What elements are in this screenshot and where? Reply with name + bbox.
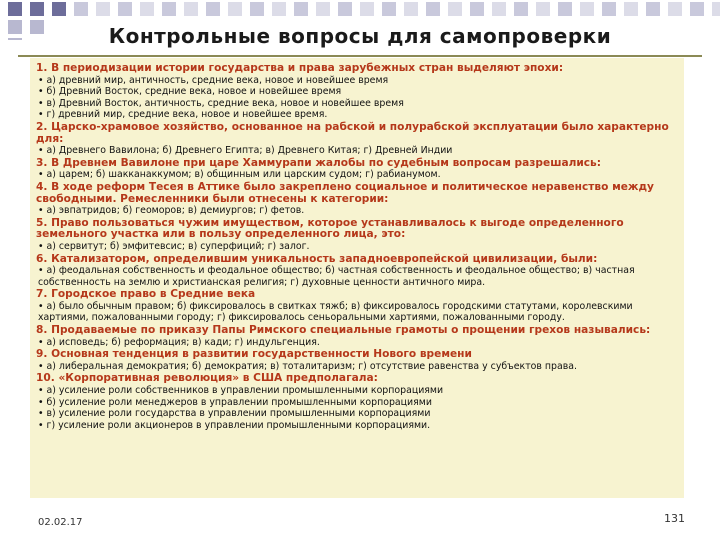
decor-square — [382, 2, 396, 16]
decor-square — [52, 2, 66, 16]
decor-square — [536, 2, 550, 16]
page-number: 131 — [664, 512, 685, 525]
decor-square — [426, 2, 440, 16]
answer-option: • б) Древний Восток, средние века, новое и новейшее время — [36, 86, 678, 98]
answer-option: • а) либеральная демократия; б) демократия; в) тоталитаризм; г) отсутствие равенства у субъектов права. — [36, 361, 678, 373]
decor-square — [228, 2, 242, 16]
decor-square — [338, 2, 352, 16]
decor-square — [30, 2, 44, 16]
decor-square — [668, 2, 682, 16]
answer-option: • а) было обычным правом; б) фиксировалось в свитках тяжб; в) фиксировалось городскими статутами, королевскими хартиями, пожалованными городу; г) фиксировалось сеньоральными хартиями, пожалованными городу. — [36, 301, 678, 324]
decor-square — [690, 2, 704, 16]
question-2: 2. Царско-храмовое хозяйство, основанное на рабской и полурабской эксплуатации было характерно для: — [36, 120, 669, 145]
decor-square — [140, 2, 154, 16]
title-divider — [18, 55, 702, 57]
decor-square — [8, 2, 22, 16]
decor-square — [118, 2, 132, 16]
footer-date: 02.02.17 — [38, 517, 83, 528]
decor-square — [206, 2, 220, 16]
decor-square — [624, 2, 638, 16]
answer-option: • а) сервитут; б) эмфитевсис; в) суперфиций; г) залог. — [36, 241, 678, 253]
page-title: Контрольные вопросы для самопроверки — [108, 24, 612, 48]
question-5: 5. Право пользоваться чужим имуществом, которое устанавливалось к выгоде определенного земельного участка или в пользу определенного лица, это: — [36, 216, 624, 241]
decor-square — [96, 2, 110, 16]
answer-option: • в) Древний Восток, античность, средние века, новое и новейшее время — [36, 98, 678, 110]
answer-option: • в) усиление роли государства в управлении промышленными корпорациями — [36, 408, 678, 420]
answer-option: • а) феодальная собственность и феодальное общество; б) частная собственность и феодальное общество; в) частная собственность на землю и христианская религия; г) духовные ценности античного мира. — [36, 265, 678, 288]
question-1: 1. В периодизации истории государства и права зарубежных стран выделяют эпохи: — [36, 62, 564, 74]
decor-square — [272, 2, 286, 16]
decor-square — [646, 2, 660, 16]
answer-option: • б) усиление роли менеджеров в управлении промышленными корпорациями — [36, 397, 678, 409]
decor-square — [514, 2, 528, 16]
answer-option: • а) эвпатридов; б) геоморов; в) демиургов; г) фетов. — [36, 205, 678, 217]
decor-square — [558, 2, 572, 16]
question-7: 7. Городское право в Средние века — [36, 288, 256, 301]
answer-option: • а) древний мир, античность, средние века, новое и новейшее время — [36, 75, 678, 87]
decor-square — [602, 2, 616, 16]
decor-square — [712, 2, 720, 16]
decor-square — [184, 2, 198, 16]
answer-option: • г) древний мир, средние века, новое и новейшее время. — [36, 109, 678, 121]
answer-option: • г) усиление роли акционеров в управлении промышленными корпорациями. — [36, 420, 678, 432]
decor-square — [250, 2, 264, 16]
question-3: 3. В Древнем Вавилоне при царе Хаммурапи жалобы по судебным вопросам разрешались: — [36, 156, 601, 169]
answer-option: • а) усиление роли собственников в управлении промышленными корпорациями — [36, 385, 678, 397]
question-9: 9. Основная тенденция в развитии государственности Нового времени — [36, 348, 472, 361]
decor-square — [316, 2, 330, 16]
answer-option: • а) Древнего Вавилона; б) Древнего Египта; в) Древнего Китая; г) Древней Индии — [36, 145, 678, 157]
answer-option: • а) царем; б) шакканаккумом; в) общинным или царским судом; г) рабианумом. — [36, 169, 678, 181]
decor-square — [470, 2, 484, 16]
question-4: 4. В ходе реформ Тесея в Аттике было закреплено социальное и политическое неравенство между свободными. Ремесленники были отнесены к категории: — [36, 180, 654, 205]
decor-square — [360, 2, 374, 16]
decor-square — [162, 2, 176, 16]
decor-square — [404, 2, 418, 16]
decor-square — [580, 2, 594, 16]
decor-square — [448, 2, 462, 16]
question-10: 10. «Корпоративная революция» в США предполагала: — [36, 372, 378, 385]
decor-square — [492, 2, 506, 16]
answer-option: • а) исповедь; б) реформация; в) кади; г) индульгенция. — [36, 337, 678, 349]
question-6: 6. Катализатором, определившим уникальность западноевропейской цивилизации, были: — [36, 252, 598, 265]
decor-square — [74, 2, 88, 16]
decor-square — [294, 2, 308, 16]
questions-panel — [30, 58, 684, 498]
question-8: 8. Продаваемые по приказу Папы Римского специальные грамоты о прощении грехов назывались: — [36, 324, 651, 337]
